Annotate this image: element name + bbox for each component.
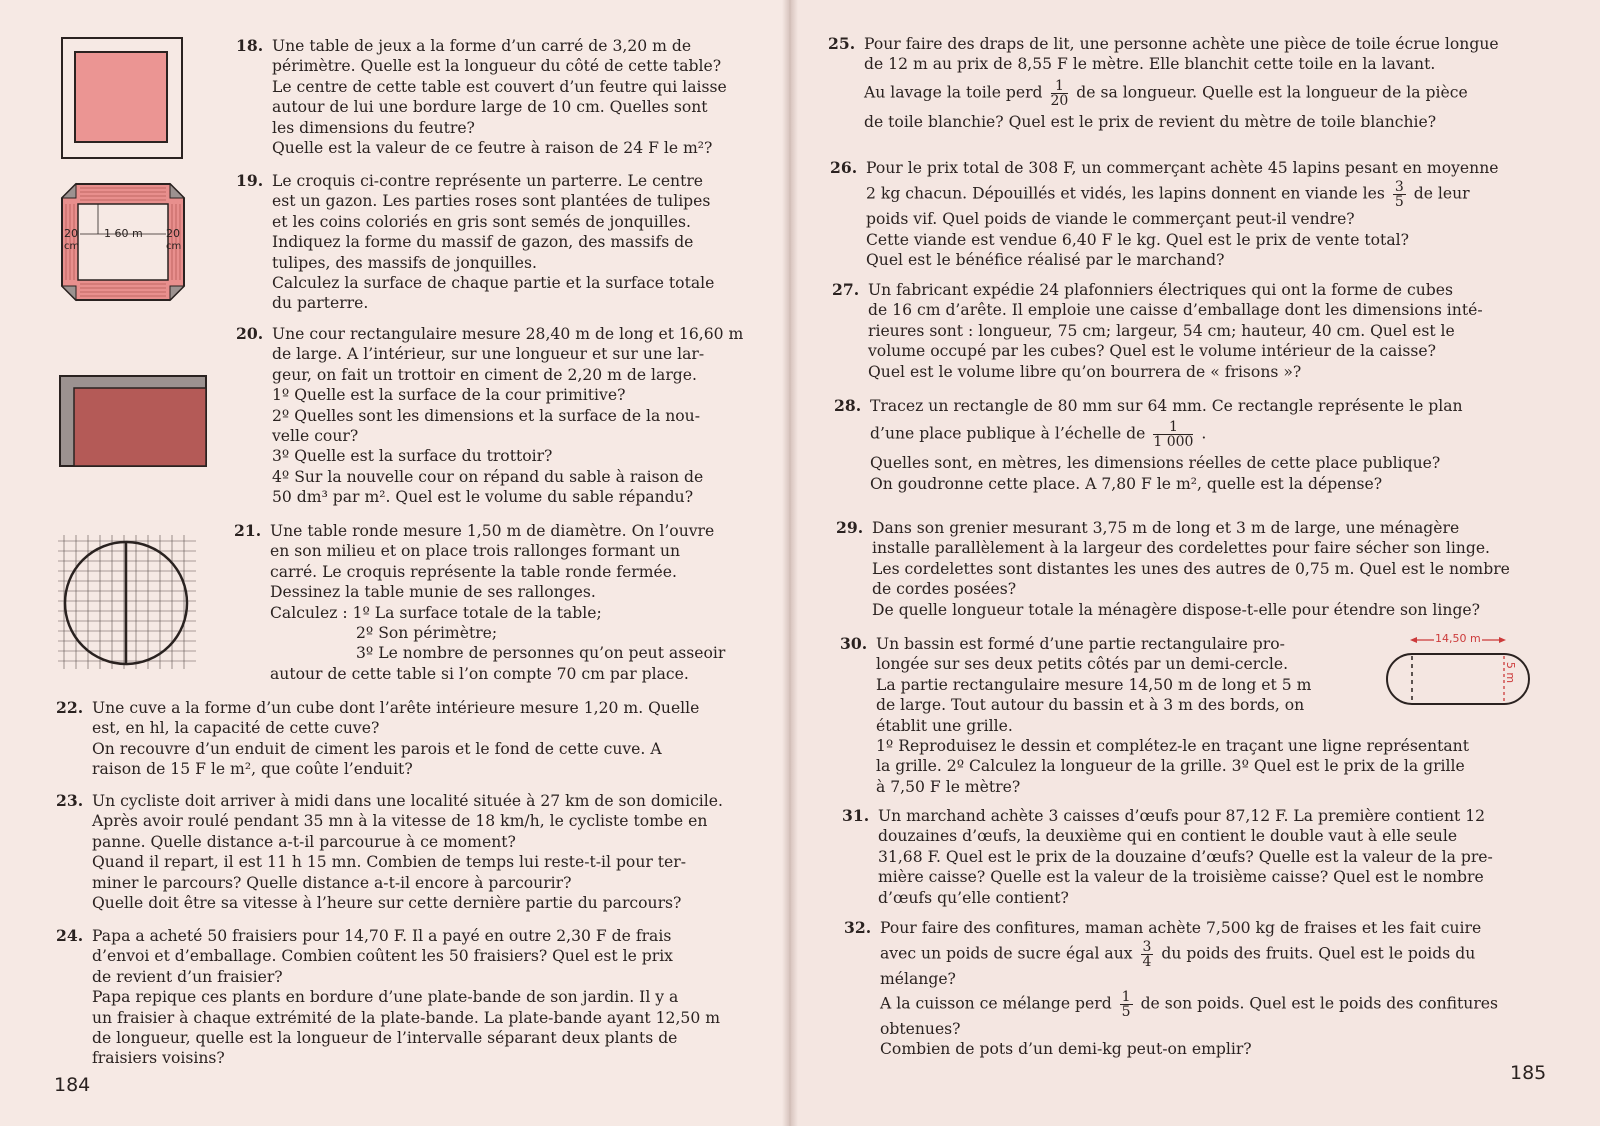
text-line: de 12 m au prix de 8,55 F le mètre. Elle blanchit cette toile en la lavant. [864,55,1436,74]
text-line [880,940,1538,969]
text-line: Après avoir roulé pendant 35 mn à la vitesse de 18 km/h, le cycliste tombe en [92,812,708,831]
fraction [1153,420,1193,449]
exercise-number: 31. [842,806,870,825]
text-line: velle cour? [272,427,359,446]
text-line: mélange? [880,970,956,989]
text-line: mière caisse? Quelle est la valeur de la troisième caisse? Quel est le nombre [878,868,1484,887]
text-line: Pour le prix total de 308 F, un commerçant achète 45 lapins pesant en moyenne [866,159,1499,177]
text-line: du parterre. [272,294,369,313]
exercise-number: 27. [832,280,860,299]
text-line: Quel est le bénéfice réalisé par le marchand? [866,251,1225,270]
text-line: est, en hl, la capacité de cette cuve? [92,719,380,738]
text-line: On recouvre d’un enduit de ciment les parois et le fond de cette cuve. A [92,739,662,758]
fraction-numerator: 1 [1051,79,1069,94]
text-fragment: . [1201,424,1207,443]
text-line: un fraisier à chaque extrémité de la plate-bande. La plate-bande ayant 12,50 m [92,1008,720,1027]
text-line: carré. Le croquis représente la table ronde fermée. [270,562,677,581]
flowerbed-label-center: 1 60 m [104,227,143,240]
fraction-numerator: 3 [1394,179,1404,196]
text-line: installe parallèlement à la largeur des cordelettes pour faire sécher son linge. [872,539,1491,558]
text-line: établit une grille. [876,716,1013,735]
text-line [866,180,1532,209]
exercise-26 [830,158,1532,271]
text-fragment: de son poids. Quel est le poids des confitures [1140,994,1499,1013]
text-line: La partie rectangulaire mesure 14,50 m de long et 5 m [876,675,1312,694]
text-line: Une cour rectangulaire mesure 28,40 m de long et 16,60 m [272,325,744,343]
text-line: autour de lui une bordure large de 10 cm. Quelles sont [272,98,708,117]
text-fragment: 2 kg chacun. Dépouillés et vidés, les lapins donnent en viande les [866,184,1385,203]
exercise-25 [828,34,1532,132]
fraction [1141,940,1154,969]
fraction-denominator: 5 [1394,194,1404,211]
text-line: périmètre. Quelle est la longueur du côté de cette table? [272,57,722,76]
exercise-27 [832,280,1532,382]
text-line: de large. A l’intérieur, sur une longueur et sur une lar- [272,345,705,364]
text-line: de large. Tout autour du bassin et à 3 m des bords, on [876,696,1305,715]
flowerbed-label-right-unit: cm [166,241,182,252]
text-line: Dans son grenier mesurant 3,75 m de long et 3 m de large, une ménagère [872,519,1460,537]
text-line: 50 dm³ par m². Quel est le volume du sable répandu? [272,488,694,507]
text-line: Tracez un rectangle de 80 mm sur 64 mm. Ce rectangle représente le plan [870,397,1463,415]
text-line: de 16 cm d’arête. Il emploie une caisse d’emballage dont les dimensions inté- [868,301,1483,320]
exercise-number: 26. [830,158,858,177]
text-line: à 7,50 F le mètre? [876,777,1021,796]
exercise-number: 29. [836,518,864,537]
flowerbed-label-left: 20 [64,227,78,240]
text-line: panne. Quelle distance a-t-il parcourue à ce moment? [92,832,516,851]
text-line: Quand il repart, il est 11 h 15 mn. Combien de temps lui reste-t-il pour ter- [92,853,686,872]
text-line: Cette viande est vendue 6,40 F le kg. Quel est le prix de vente total? [866,230,1409,249]
text-line: tulipes, des massifs de jonquilles. [272,253,537,272]
text-fragment: Au lavage la toile perd [864,83,1043,102]
text-line: rieures sont : longueur, 75 cm; largeur, 54 cm; hauteur, 40 cm. Quel est le [868,321,1455,340]
text-line: obtenues? [880,1019,961,1038]
text-fragment: avec un poids de sucre égal aux [880,944,1133,963]
fraction-numerator: 1 [1121,988,1131,1005]
text-line: Un cycliste doit arriver à midi dans une localité située à 27 km de son domicile. [92,792,723,810]
text-line: de cordes posées? [872,580,1017,599]
pool-width-label: 5 m [1504,661,1518,684]
fraction-numerator: 1 [1153,420,1193,435]
text-line [870,420,1532,449]
text-line: 4º Sur la nouvelle cour on répand du sable à raison de [272,467,704,486]
text-line: volume occupé par les cubes? Quel est le volume intérieur de la caisse? [868,342,1436,361]
text-line: Un fabricant expédie 24 plafonniers électriques qui ont la forme de cubes [868,281,1453,299]
figure-courtyard [58,374,208,468]
text-line: Une cuve a la forme d’un cube dont l’arête intérieure mesure 1,20 m. Quelle [92,699,700,717]
text-line: est un gazon. Les parties roses sont plantées de tulipes [272,192,711,211]
text-line: fraisiers voisins? [92,1049,225,1068]
fraction-denominator: 20 [1050,92,1069,109]
fraction-denominator: 5 [1121,1003,1131,1020]
text-line: poids vif. Quel poids de viande le commerçant peut-il vendre? [866,210,1355,229]
text-line: Une table ronde mesure 1,50 m de diamètre. On l’ouvre [270,522,715,540]
text-line: Le centre de cette table est couvert d’un feutre qui laisse [272,77,727,96]
exercise-number: 32. [844,918,872,937]
exercise-number: 20. [236,324,264,343]
text-line: Calculez : 1º La surface totale de la table; [270,603,602,622]
text-line: de revient d’un fraisier? [92,967,283,986]
text-line: Papa a acheté 50 fraisiers pour 14,70 F. Il a payé en outre 2,30 F de frais [92,927,672,945]
exercise-number: 28. [834,396,862,415]
text-line: Quelles sont, en mètres, les dimensions réelles de cette place publique? [870,454,1441,473]
text-line: Quelle est la valeur de ce feutre à raison de 24 F le m²? [272,139,713,158]
text-line: 1º Quelle est la surface de la cour primitive? [272,386,626,405]
flowerbed-label-right: 20 [166,227,180,240]
exercise-19 [236,171,758,314]
exercise-21 [234,521,758,684]
text-line: geur, on fait un trottoir en ciment de 2,20 m de large. [272,365,697,384]
exercise-20 [236,324,758,508]
exercise-29 [836,518,1534,620]
text-fragment: d’une place publique à l’échelle de [870,424,1146,443]
pool-length-label: 14,50 m [1435,632,1481,645]
text-line: On goudronne cette place. A 7,80 F le m², quelle est la dépense? [870,474,1383,493]
text-line: Le croquis ci-contre représente un parterre. Le centre [272,172,704,190]
text-line: d’œufs qu’elle contient? [878,888,1069,907]
text-line: Un marchand achète 3 caisses d’œufs pour 87,12 F. La première contient 12 [878,807,1486,825]
figure-square-table [60,36,184,160]
exercise-22 [56,698,758,780]
text-line: De quelle longueur totale la ménagère dispose-t-elle pour étendre son linge? [872,600,1481,619]
text-line: Calculez la surface de chaque partie et la surface totale [272,274,715,293]
text-line [864,79,1532,108]
exercise-number: 23. [56,791,84,810]
text-line: de longueur, quelle est la longueur de l’intervalle séparant deux plants de [92,1029,678,1048]
fraction [1051,79,1069,108]
exercise-number: 19. [236,171,264,190]
text-line: miner le parcours? Quelle distance a-t-il encore à parcourir? [92,873,572,892]
text-line: Combien de pots d’un demi-kg peut-on emplir? [880,1040,1252,1059]
page-number-right: 185 [1510,1062,1547,1084]
page-number-left: 184 [54,1074,91,1096]
book-gutter [782,0,798,1126]
figure-round-table [58,535,198,671]
text-line: de toile blanchie? Quel est le prix de revient du mètre de toile blanchie? [864,112,1437,131]
text-line: 1º Reproduisez le dessin et complétez-le en traçant une ligne représentant [876,737,1469,756]
text-line [880,990,1538,1019]
text-line: Papa repique ces plants en bordure d’une plate-bande de son jardin. Il y a [92,988,679,1007]
text-line: et les coins coloriés en gris sont semés de jonquilles. [272,212,691,231]
exercise-31 [842,806,1538,908]
text-line: en son milieu et on place trois rallonges formant un [270,542,681,561]
fraction [1120,990,1133,1019]
text-line: longée sur ses deux petits côtés par un demi-cercle. [876,655,1289,674]
text-line: Pour faire des draps de lit, une personne achète une pièce de toile écrue longue [864,35,1499,53]
exercise-number: 18. [236,36,264,55]
text-fragment: de leur [1413,184,1470,203]
exercise-number: 30. [840,634,868,653]
text-line: 2º Son périmètre; [356,624,498,643]
exercise-24 [56,926,758,1069]
text-fragment: de sa longueur. Quelle est la longueur de la pièce [1076,83,1468,102]
text-fragment: A la cuisson ce mélange perd [880,994,1112,1013]
exercise-number: 22. [56,698,84,717]
text-line: les dimensions du feutre? [272,118,475,137]
text-line: Un bassin est formé d’une partie rectangulaire pro- [876,635,1285,653]
text-line: d’envoi et d’emballage. Combien coûtent les 50 fraisiers? Quel est le prix [92,947,673,966]
text-line: 31,68 F. Quel est le prix de la douzaine d’œufs? Quelle est la valeur de la pre- [878,847,1493,866]
flowerbed-label-left-unit: cm [64,241,80,252]
text-line: Les cordelettes sont distantes les unes des autres de 0,75 m. Quel est le nombre [872,559,1510,578]
text-line: Une table de jeux a la forme d’un carré de 3,20 m de [272,37,692,55]
text-line: Quelle doit être sa vitesse à l’heure sur cette dernière partie du parcours? [92,894,682,913]
fraction-denominator: 4 [1142,954,1152,971]
exercise-18 [236,36,758,158]
text-fragment: du poids des fruits. Quel est le poids du [1161,944,1476,963]
exercise-number: 21. [234,521,262,540]
text-line: Quel est le volume libre qu’on bourrera de « frisons »? [868,362,1302,381]
text-line: douzaines d’œufs, la deuxième qui en contient le double vaut à elle seule [878,827,1458,846]
text-line: raison de 15 F le m², que coûte l’enduit? [92,760,413,779]
text-line: Pour faire des confitures, maman achète 7,500 kg de fraises et les fait cuire [880,919,1482,937]
text-line: 3º Le nombre de personnes qu’on peut asseoir [356,644,726,663]
exercise-number: 24. [56,926,84,945]
exercise-28 [834,396,1532,494]
text-line: 3º Quelle est la surface du trottoir? [272,447,553,466]
exercise-number: 25. [828,34,856,53]
text-line: Dessinez la table munie de ses rallonges. [270,583,596,602]
exercise-23 [56,791,758,913]
fraction [1393,180,1406,209]
text-line: Indiquez la forme du massif de gazon, des massifs de [272,233,694,252]
fraction-denominator: 1 000 [1153,434,1194,451]
text-line: autour de cette table si l’on compte 70 cm par place. [270,664,689,683]
text-line: 2º Quelles sont les dimensions et la surface de la nou- [272,406,700,425]
exercise-32 [844,918,1538,1060]
fraction-numerator: 3 [1142,939,1152,956]
text-line: la grille. 2º Calculez la longueur de la grille. 3º Quel est le prix de la grille [876,757,1465,776]
